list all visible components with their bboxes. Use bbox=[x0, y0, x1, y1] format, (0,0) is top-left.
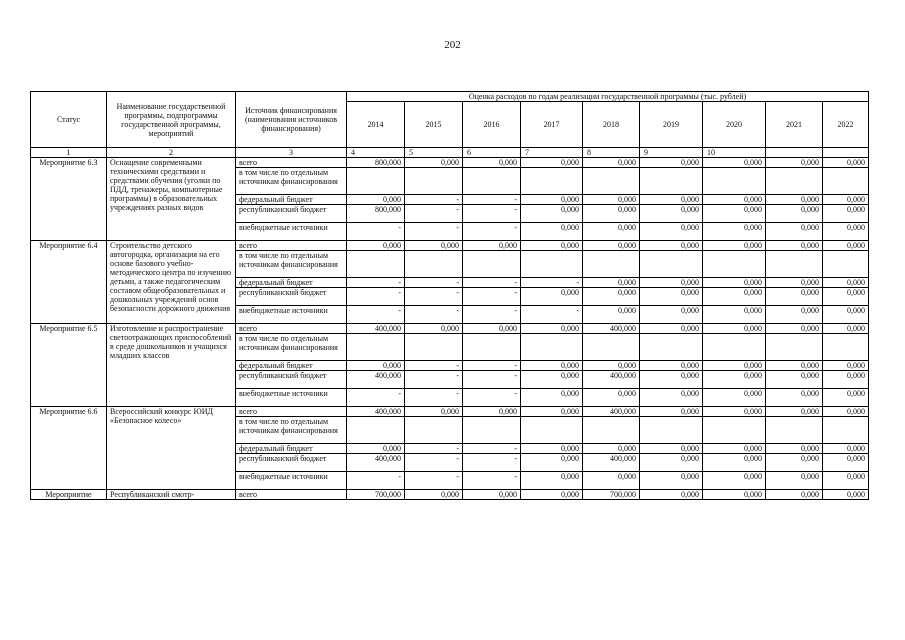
year-value: 0,000 bbox=[703, 288, 766, 306]
year-value: 0,000 bbox=[521, 454, 583, 472]
year-value: 0,000 bbox=[703, 444, 766, 454]
year-value bbox=[703, 417, 766, 444]
year-value: 0,000 bbox=[640, 490, 703, 500]
year-value: - bbox=[405, 444, 463, 454]
header-year: 2015 bbox=[405, 102, 463, 148]
table-body bbox=[31, 158, 869, 500]
funding-source: внебюджетные источники bbox=[236, 306, 347, 324]
year-value: - bbox=[405, 389, 463, 407]
funding-source: всего bbox=[236, 490, 347, 500]
year-value: 0,000 bbox=[703, 158, 766, 168]
header-year: 2016 bbox=[463, 102, 521, 148]
year-value bbox=[640, 334, 703, 361]
year-value: 0,000 bbox=[823, 288, 869, 306]
year-value: 0,000 bbox=[521, 205, 583, 223]
funding-source: в том числе по отдельным источникам финансирования bbox=[236, 251, 347, 278]
table-row bbox=[31, 158, 869, 168]
year-value: 0,000 bbox=[766, 324, 823, 334]
budget-table bbox=[30, 91, 869, 500]
funding-source: республиканский бюджет bbox=[236, 205, 347, 223]
measure-name: Республиканский смотр- bbox=[107, 490, 236, 500]
funding-source: республиканский бюджет bbox=[236, 371, 347, 389]
year-value: 0,000 bbox=[703, 490, 766, 500]
year-value: 0,000 bbox=[583, 306, 640, 324]
year-value: 0,000 bbox=[347, 361, 405, 371]
year-value bbox=[463, 334, 521, 361]
year-value bbox=[463, 168, 521, 195]
year-value: 0,000 bbox=[640, 444, 703, 454]
year-value: - bbox=[463, 278, 521, 288]
table-row bbox=[31, 490, 869, 500]
year-value: 0,000 bbox=[583, 205, 640, 223]
year-value bbox=[823, 251, 869, 278]
year-value: - bbox=[405, 306, 463, 324]
year-value: 800,000 bbox=[347, 158, 405, 168]
funding-source: федеральный бюджет bbox=[236, 444, 347, 454]
year-value: 0,000 bbox=[521, 371, 583, 389]
year-value: 0,000 bbox=[405, 407, 463, 417]
year-value: 0,000 bbox=[521, 490, 583, 500]
year-value: 800,000 bbox=[347, 205, 405, 223]
year-value: 400,000 bbox=[583, 454, 640, 472]
year-value: 0,000 bbox=[640, 288, 703, 306]
year-value: 0,000 bbox=[640, 306, 703, 324]
year-value: 0,000 bbox=[766, 223, 823, 241]
year-value: 0,000 bbox=[766, 389, 823, 407]
year-value: 0,000 bbox=[640, 205, 703, 223]
year-value: 400,000 bbox=[347, 407, 405, 417]
year-value bbox=[640, 168, 703, 195]
year-value: 0,000 bbox=[823, 444, 869, 454]
year-value: - bbox=[521, 278, 583, 288]
year-value: 0,000 bbox=[347, 241, 405, 251]
year-value: 0,000 bbox=[766, 195, 823, 205]
year-value bbox=[640, 251, 703, 278]
year-value bbox=[766, 334, 823, 361]
year-value: 0,000 bbox=[823, 205, 869, 223]
year-value: 0,000 bbox=[703, 389, 766, 407]
year-value: - bbox=[405, 288, 463, 306]
header-year: 2021 bbox=[766, 102, 823, 148]
year-value: - bbox=[521, 306, 583, 324]
year-value: - bbox=[347, 389, 405, 407]
year-value: 0,000 bbox=[640, 389, 703, 407]
funding-source: в том числе по отдельным источникам финансирования bbox=[236, 417, 347, 444]
year-value: - bbox=[463, 389, 521, 407]
year-value: 0,000 bbox=[640, 371, 703, 389]
year-value: - bbox=[405, 454, 463, 472]
year-value: 400,000 bbox=[583, 407, 640, 417]
header-year: 2017 bbox=[521, 102, 583, 148]
year-value: 0,000 bbox=[823, 472, 869, 490]
header-year: 2020 bbox=[703, 102, 766, 148]
year-value bbox=[405, 334, 463, 361]
funding-source: федеральный бюджет bbox=[236, 278, 347, 288]
year-value: - bbox=[463, 306, 521, 324]
year-value: 0,000 bbox=[766, 444, 823, 454]
column-number: 6 bbox=[463, 148, 521, 158]
funding-source: в том числе по отдельным источникам финансирования bbox=[236, 168, 347, 195]
year-value: 0,000 bbox=[463, 324, 521, 334]
year-value: 0,000 bbox=[583, 361, 640, 371]
funding-source: всего bbox=[236, 158, 347, 168]
year-value: 0,000 bbox=[347, 444, 405, 454]
year-value: 0,000 bbox=[703, 205, 766, 223]
year-value: 0,000 bbox=[823, 195, 869, 205]
year-value: - bbox=[463, 454, 521, 472]
year-value: 0,000 bbox=[703, 278, 766, 288]
measure-name: Оснащение современными техническими средствами и средствами обучения (уголки по ПДД, тренажеры, компьютерные программы) в образовательных учреждениях разных видов bbox=[107, 158, 236, 241]
year-value: - bbox=[463, 361, 521, 371]
header-year: 2018 bbox=[583, 102, 640, 148]
year-value bbox=[640, 417, 703, 444]
year-value: 700,000 bbox=[347, 490, 405, 500]
year-value: 0,000 bbox=[823, 361, 869, 371]
measure-status: Мероприятие 6.4 bbox=[31, 241, 107, 324]
year-value bbox=[703, 251, 766, 278]
header-year: 2014 bbox=[347, 102, 405, 148]
year-value bbox=[521, 334, 583, 361]
year-value: - bbox=[463, 195, 521, 205]
year-value: 0,000 bbox=[405, 241, 463, 251]
year-value: 0,000 bbox=[640, 241, 703, 251]
year-value: 0,000 bbox=[823, 371, 869, 389]
header-year: 2019 bbox=[640, 102, 703, 148]
year-value: 0,000 bbox=[640, 407, 703, 417]
year-value bbox=[463, 417, 521, 444]
year-value: 0,000 bbox=[766, 241, 823, 251]
header-status: Статус bbox=[31, 92, 107, 148]
column-number: 3 bbox=[236, 148, 347, 158]
year-value bbox=[405, 417, 463, 444]
year-value bbox=[766, 417, 823, 444]
year-value: 400,000 bbox=[347, 454, 405, 472]
year-value bbox=[347, 251, 405, 278]
year-value: 0,000 bbox=[640, 195, 703, 205]
year-value: - bbox=[347, 278, 405, 288]
year-value: 0,000 bbox=[463, 241, 521, 251]
year-value bbox=[823, 417, 869, 444]
year-value: 0,000 bbox=[521, 389, 583, 407]
year-value: 0,000 bbox=[583, 444, 640, 454]
year-value bbox=[766, 168, 823, 195]
year-value: 0,000 bbox=[583, 195, 640, 205]
measure-name: Всероссийский конкурс ЮИД «Безопасное колесо» bbox=[107, 407, 236, 490]
year-value bbox=[463, 251, 521, 278]
year-value: 0,000 bbox=[823, 306, 869, 324]
year-value: 0,000 bbox=[640, 158, 703, 168]
measure-status: Мероприятие 6.3 bbox=[31, 158, 107, 241]
year-value: 0,000 bbox=[766, 361, 823, 371]
year-value bbox=[583, 417, 640, 444]
year-value: - bbox=[347, 472, 405, 490]
year-value bbox=[405, 168, 463, 195]
year-value: 0,000 bbox=[521, 288, 583, 306]
year-value: 0,000 bbox=[766, 490, 823, 500]
measure-status: Мероприятие 6.5 bbox=[31, 324, 107, 407]
year-value: 0,000 bbox=[405, 324, 463, 334]
year-value: 0,000 bbox=[823, 490, 869, 500]
year-value: 0,000 bbox=[583, 241, 640, 251]
year-value bbox=[405, 251, 463, 278]
funding-source: внебюджетные источники bbox=[236, 472, 347, 490]
year-value: 0,000 bbox=[766, 407, 823, 417]
funding-source: внебюджетные источники bbox=[236, 223, 347, 241]
year-value: 0,000 bbox=[703, 454, 766, 472]
column-number: 8 bbox=[583, 148, 640, 158]
year-value: 0,000 bbox=[521, 195, 583, 205]
year-value: 0,000 bbox=[583, 158, 640, 168]
column-number: 10 bbox=[703, 148, 766, 158]
year-value: 400,000 bbox=[583, 371, 640, 389]
year-value: 400,000 bbox=[583, 324, 640, 334]
year-value bbox=[347, 334, 405, 361]
year-value: 400,000 bbox=[347, 324, 405, 334]
year-value: 0,000 bbox=[463, 158, 521, 168]
year-value bbox=[583, 251, 640, 278]
year-value: 0,000 bbox=[640, 223, 703, 241]
year-value: 0,000 bbox=[703, 371, 766, 389]
year-value: 0,000 bbox=[703, 195, 766, 205]
column-number: 7 bbox=[521, 148, 583, 158]
year-value: - bbox=[463, 472, 521, 490]
year-value bbox=[766, 251, 823, 278]
year-value bbox=[583, 334, 640, 361]
column-number: 1 bbox=[31, 148, 107, 158]
year-value: - bbox=[405, 371, 463, 389]
year-value: 0,000 bbox=[766, 454, 823, 472]
year-value: - bbox=[347, 223, 405, 241]
year-value: 0,000 bbox=[766, 472, 823, 490]
year-value: 0,000 bbox=[766, 371, 823, 389]
table-row bbox=[31, 241, 869, 251]
year-value bbox=[823, 334, 869, 361]
year-value: - bbox=[405, 195, 463, 205]
year-value: 0,000 bbox=[521, 361, 583, 371]
year-value: 0,000 bbox=[766, 205, 823, 223]
year-value: 0,000 bbox=[703, 361, 766, 371]
year-value: 0,000 bbox=[521, 472, 583, 490]
year-value: - bbox=[405, 361, 463, 371]
year-value: 0,000 bbox=[640, 324, 703, 334]
funding-source: всего bbox=[236, 324, 347, 334]
table-row bbox=[31, 407, 869, 417]
year-value bbox=[521, 417, 583, 444]
year-value bbox=[347, 168, 405, 195]
column-number: 9 bbox=[640, 148, 703, 158]
year-value: 0,000 bbox=[703, 407, 766, 417]
year-value: - bbox=[463, 223, 521, 241]
year-value: 0,000 bbox=[703, 241, 766, 251]
year-value: - bbox=[405, 223, 463, 241]
year-value: 0,000 bbox=[521, 241, 583, 251]
year-value: 0,000 bbox=[640, 454, 703, 472]
measure-name: Изготовление и распространение светоотражающих приспособлений в среде дошкольников и учащихся младших классов bbox=[107, 324, 236, 407]
year-value: - bbox=[347, 306, 405, 324]
year-value: 0,000 bbox=[703, 472, 766, 490]
year-value: - bbox=[463, 205, 521, 223]
funding-source: республиканский бюджет bbox=[236, 288, 347, 306]
year-value bbox=[823, 168, 869, 195]
year-value: 700,000 bbox=[583, 490, 640, 500]
year-value: 0,000 bbox=[823, 454, 869, 472]
year-value: 0,000 bbox=[766, 306, 823, 324]
year-value: - bbox=[405, 278, 463, 288]
year-value: 0,000 bbox=[521, 158, 583, 168]
funding-source: внебюджетные источники bbox=[236, 389, 347, 407]
column-number bbox=[823, 148, 869, 158]
year-value: 0,000 bbox=[521, 324, 583, 334]
year-value bbox=[703, 168, 766, 195]
year-value: 0,000 bbox=[463, 490, 521, 500]
column-number: 5 bbox=[405, 148, 463, 158]
year-value bbox=[347, 417, 405, 444]
year-value: 0,000 bbox=[766, 278, 823, 288]
year-value bbox=[521, 251, 583, 278]
year-value: - bbox=[463, 371, 521, 389]
year-value: 0,000 bbox=[703, 223, 766, 241]
measure-status: Мероприятие bbox=[31, 490, 107, 500]
year-value: - bbox=[463, 288, 521, 306]
measure-name: Строительство детского автогородка, организация на его основе базового учебно-методического центра по изучению детьми, а также педагогическим составом общеобразовательных и дошкольных учреждений основ безопасности дорожного движения bbox=[107, 241, 236, 324]
year-value: 0,000 bbox=[823, 158, 869, 168]
year-value: 0,000 bbox=[823, 223, 869, 241]
year-value: 0,000 bbox=[583, 389, 640, 407]
funding-source: в том числе по отдельным источникам финансирования bbox=[236, 334, 347, 361]
funding-source: всего bbox=[236, 407, 347, 417]
year-value: 0,000 bbox=[640, 472, 703, 490]
year-value: 0,000 bbox=[640, 278, 703, 288]
year-value: 0,000 bbox=[766, 288, 823, 306]
funding-source: всего bbox=[236, 241, 347, 251]
year-value: - bbox=[405, 205, 463, 223]
year-value: 0,000 bbox=[521, 223, 583, 241]
header-year: 2022 bbox=[823, 102, 869, 148]
funding-source: федеральный бюджет bbox=[236, 361, 347, 371]
year-value: - bbox=[347, 288, 405, 306]
year-value: 0,000 bbox=[766, 158, 823, 168]
year-value: 0,000 bbox=[583, 472, 640, 490]
year-value: 0,000 bbox=[521, 407, 583, 417]
year-value: 0,000 bbox=[405, 158, 463, 168]
year-value bbox=[521, 168, 583, 195]
measure-status: Мероприятие 6.6 bbox=[31, 407, 107, 490]
year-value: - bbox=[405, 472, 463, 490]
column-number bbox=[766, 148, 823, 158]
page-number: 202 bbox=[444, 39, 461, 51]
year-value bbox=[583, 168, 640, 195]
year-value: 0,000 bbox=[823, 278, 869, 288]
header-source: Источник финансирования (наименования источников финансирования) bbox=[236, 92, 347, 148]
year-value: 0,000 bbox=[583, 278, 640, 288]
year-value: 0,000 bbox=[347, 195, 405, 205]
table-row bbox=[31, 324, 869, 334]
year-value: 0,000 bbox=[405, 490, 463, 500]
header-name: Наименование государственной программы, подпрограммы государственной программы, мероприятий bbox=[107, 92, 236, 148]
column-number: 2 bbox=[107, 148, 236, 158]
year-value: 0,000 bbox=[583, 288, 640, 306]
year-value: 0,000 bbox=[823, 407, 869, 417]
year-value: 400,000 bbox=[347, 371, 405, 389]
year-value: 0,000 bbox=[521, 444, 583, 454]
funding-source: федеральный бюджет bbox=[236, 195, 347, 205]
year-value: 0,000 bbox=[823, 389, 869, 407]
year-value: 0,000 bbox=[823, 324, 869, 334]
year-value: 0,000 bbox=[583, 223, 640, 241]
year-value: - bbox=[463, 444, 521, 454]
header-estimate: Оценка расходов по годам реализации государственной программы (тыс. рублей) bbox=[347, 92, 869, 102]
year-value: 0,000 bbox=[640, 361, 703, 371]
year-value: 0,000 bbox=[463, 407, 521, 417]
year-value: 0,000 bbox=[823, 241, 869, 251]
year-value bbox=[703, 334, 766, 361]
funding-source: республиканский бюджет bbox=[236, 454, 347, 472]
year-value: 0,000 bbox=[703, 306, 766, 324]
column-number: 4 bbox=[347, 148, 405, 158]
year-value: 0,000 bbox=[703, 324, 766, 334]
